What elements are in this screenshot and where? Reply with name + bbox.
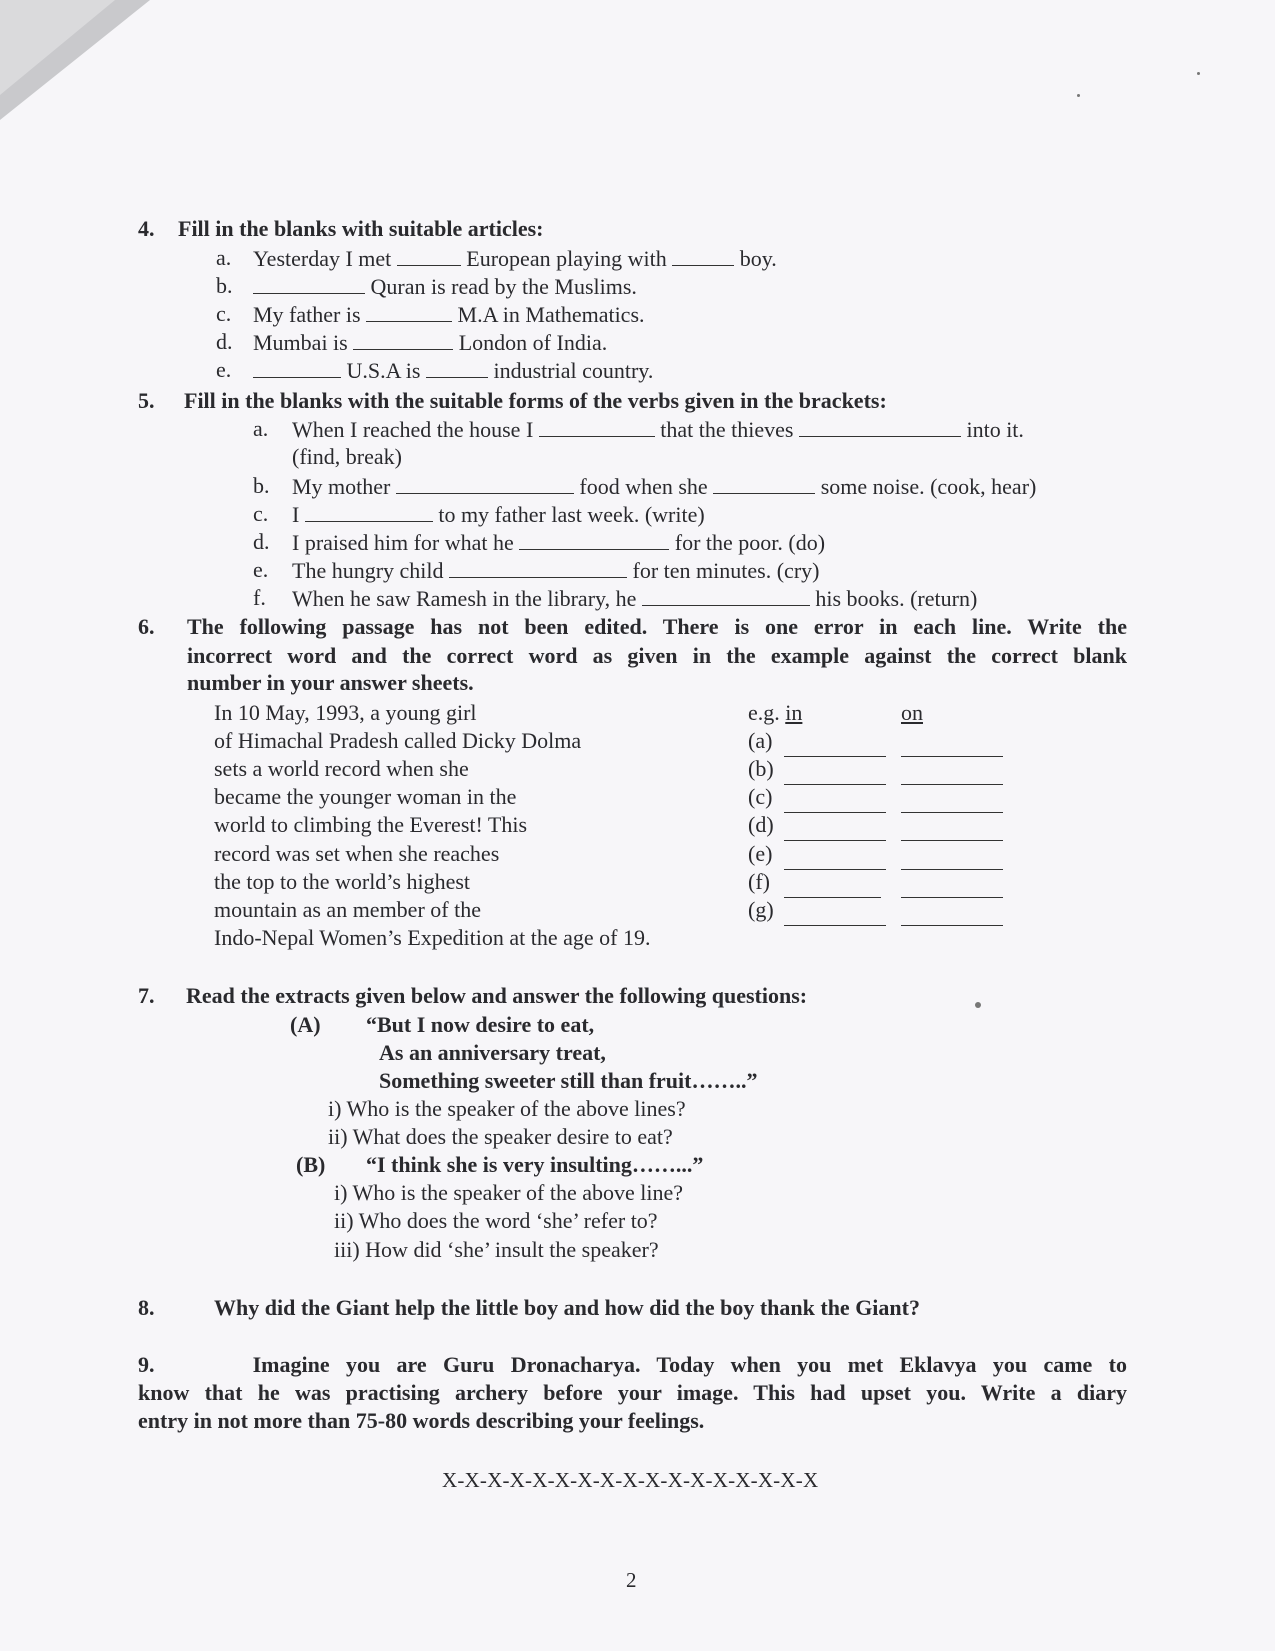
answer-blank (642, 585, 810, 606)
passage-line: the top to the world’s highest (214, 869, 471, 894)
question-title: Fill in the blanks with the suitable forms of the verbs given in the brackets: (184, 388, 887, 413)
answer-blank (713, 473, 815, 494)
passage-line: sets a world record when she (214, 756, 469, 781)
scan-speck (1197, 72, 1200, 75)
question-title-line: number in your answer sheets. (187, 670, 474, 695)
blank-label: (e) (748, 841, 773, 866)
scan-speck (1077, 94, 1080, 97)
answer-blank (449, 557, 627, 578)
question-number: 8. (138, 1295, 155, 1320)
item-label: e. (216, 357, 232, 382)
extract-question: ii) What does the speaker desire to eat? (328, 1124, 673, 1149)
blank-label: (c) (748, 784, 773, 809)
question-number: 5. (138, 388, 155, 413)
item-label: f. (253, 585, 266, 610)
question-text-line: 9. Imagine you are Guru Dronacharya. Today when you met Eklavya you came to (138, 1352, 1127, 1377)
item-text: My father is M.A in Mathematics. (253, 302, 645, 327)
item-text: The hungry child for ten minutes. (cry) (292, 558, 820, 583)
extract-question: iii) How did ‘she’ insult the speaker? (334, 1237, 659, 1262)
item-label: d. (216, 329, 233, 354)
folded-corner (0, 0, 115, 95)
item-text: I to my father last week. (write) (292, 502, 705, 527)
item-label: b. (216, 273, 233, 298)
passage-line: mountain as an member of the (214, 897, 481, 922)
item-label: c. (253, 501, 269, 526)
item-label: a. (216, 245, 232, 270)
question-title: Fill in the blanks with suitable articles: (178, 216, 544, 241)
answer-blank (426, 357, 488, 378)
question-title-line: The following passage has not been edited. There is one error in each line. Write the (187, 614, 1127, 639)
correct-word-blank (901, 877, 1003, 898)
blank-label: (d) (748, 812, 774, 837)
question-number: 6. (138, 614, 155, 639)
extract-question: ii) Who does the word ‘she’ refer to? (334, 1208, 658, 1233)
answer-blank (353, 329, 453, 350)
question-text: Why did the Giant help the little boy and how did the boy thank the Giant? (214, 1295, 920, 1320)
question-number: 4. (138, 216, 155, 241)
passage-line: became the younger woman in the (214, 784, 517, 809)
incorrect-word-blank (784, 905, 886, 926)
answer-blank (799, 416, 961, 437)
item-text: When he saw Ramesh in the library, he his books. (return) (292, 586, 978, 611)
passage-line: record was set when she reaches (214, 841, 500, 866)
correct-word-blank (901, 820, 1003, 841)
passage-line: In 10 May, 1993, a young girl (214, 700, 477, 725)
answer-blank (366, 301, 452, 322)
question-text-line: entry in not more than 75-80 words describing your feelings. (138, 1408, 705, 1433)
item-label: c. (216, 301, 232, 326)
incorrect-word-blank (784, 849, 886, 870)
passage-line: Indo-Nepal Women’s Expedition at the age of 19. (214, 925, 651, 950)
correct-word-blank (901, 764, 1003, 785)
answer-blank (396, 473, 574, 494)
item-text: I praised him for what he for the poor. (do) (292, 530, 826, 555)
item-text: Quran is read by the Muslims. (253, 273, 637, 300)
answer-blank (397, 245, 461, 266)
question-text-line: know that he was practising archery before your image. This had upset you. Write a diary (138, 1380, 1127, 1405)
correct-word-blank (901, 736, 1003, 757)
extract-line: “But I now desire to eat, (366, 1012, 595, 1037)
item-hint: (find, break) (292, 444, 402, 469)
example-row: e.g. in (748, 700, 803, 725)
answer-blank (672, 245, 734, 266)
extract-line: As an anniversary treat, (379, 1040, 606, 1065)
blank-label: (b) (748, 756, 774, 781)
blank-label: (f) (748, 869, 770, 894)
item-label: d. (253, 529, 270, 554)
incorrect-word-blank (784, 820, 886, 841)
item-text: When I reached the house I that the thieves into it. (292, 417, 1024, 442)
incorrect-word-blank (784, 736, 886, 757)
passage-line: of Himachal Pradesh called Dicky Dolma (214, 728, 582, 753)
correct-word-blank (901, 792, 1003, 813)
page-number: 2 (626, 1568, 637, 1592)
question-title: Read the extracts given below and answer the following questions: (186, 983, 808, 1008)
extract-line: “I think she is very insulting……...” (366, 1152, 704, 1177)
answer-blank (519, 529, 669, 550)
extract-line: Something sweeter still than fruit……..” (379, 1068, 758, 1093)
incorrect-word-blank (784, 792, 886, 813)
item-label: b. (253, 473, 270, 498)
item-text: My mother food when she some noise. (cook, hear) (292, 474, 1037, 499)
answer-blank (253, 273, 365, 294)
item-label: e. (253, 557, 269, 582)
end-of-paper-mark: X-X-X-X-X-X-X-X-X-X-X-X-X-X-X-X-X (442, 1468, 819, 1492)
correct-word-blank (901, 849, 1003, 870)
item-text: Mumbai is London of India. (253, 330, 608, 355)
extract-label: (A) (290, 1012, 321, 1037)
blank-label: (a) (748, 728, 773, 753)
incorrect-word-blank (784, 764, 886, 785)
passage-line: world to climbing the Everest! This (214, 812, 528, 837)
item-text: U.S.A is industrial country. (253, 357, 653, 384)
question-title-line: incorrect word and the correct word as given in the example against the correct blank (187, 643, 1127, 668)
example-correct: on (901, 700, 923, 725)
answer-blank (253, 357, 341, 378)
item-label: a. (253, 416, 269, 441)
correct-word-blank (901, 905, 1003, 926)
extract-question: i) Who is the speaker of the above line? (334, 1180, 684, 1205)
item-text: Yesterday I met European playing with boy. (253, 246, 777, 271)
answer-blank (305, 501, 433, 522)
incorrect-word-blank (784, 877, 881, 898)
question-number: 7. (138, 983, 155, 1008)
extract-question: i) Who is the speaker of the above lines? (328, 1096, 686, 1121)
scan-speck (975, 1002, 981, 1008)
answer-blank (539, 416, 655, 437)
extract-label: (B) (296, 1152, 326, 1177)
blank-label: (g) (748, 897, 774, 922)
